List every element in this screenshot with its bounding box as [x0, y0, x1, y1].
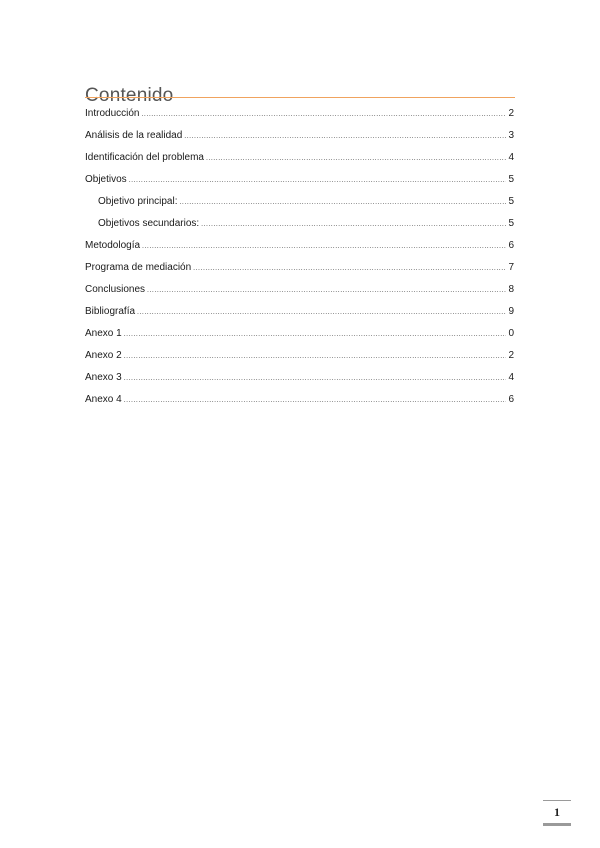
dot-leader: [137, 302, 506, 324]
toc-entry-page: 8: [508, 284, 514, 295]
toc-entry-objetivo-principal[interactable]: [85, 191, 514, 213]
toc-entry-label: Programa de mediación: [85, 262, 192, 273]
toc-entry-label: Metodología: [85, 240, 141, 251]
dot-leader: [184, 126, 506, 148]
toc-entry-page: 2: [508, 108, 514, 119]
toc-entry-label: Bibliografía: [85, 306, 136, 317]
toc-entry-identificacion[interactable]: [85, 147, 514, 169]
toc-entry-page: 5: [508, 218, 514, 229]
toc-entry-page: 0: [508, 328, 514, 339]
toc-entry-page: 6: [508, 394, 514, 405]
toc-entry-objetivos-secundarios[interactable]: [85, 213, 514, 235]
toc-entry-label: Objetivo principal:: [98, 196, 178, 207]
toc-entry-label: Anexo 4: [85, 394, 122, 405]
dot-leader: [147, 280, 506, 302]
toc-entry-label: Anexo 2: [85, 350, 122, 361]
dot-leader: [124, 368, 506, 390]
toc-entry-label: Conclusiones: [85, 284, 146, 295]
toc-entry-page: 4: [508, 152, 514, 163]
dot-leader: [141, 104, 506, 126]
toc-entry-anexo-2[interactable]: [85, 345, 514, 367]
toc-entry-metodologia[interactable]: [85, 235, 514, 257]
toc-entry-page: 7: [508, 262, 514, 273]
dot-leader: [142, 236, 506, 258]
toc-entry-label: Anexo 1: [85, 328, 122, 339]
dot-leader: [124, 390, 506, 412]
dot-leader: [193, 258, 506, 280]
toc-entry-label: Anexo 3: [85, 372, 122, 383]
toc-entry-anexo-4[interactable]: [85, 389, 514, 411]
toc-entry-anexo-3[interactable]: [85, 367, 514, 389]
toc-entry-label: Objetivos secundarios:: [98, 218, 200, 229]
dot-leader: [201, 214, 506, 236]
toc-entry-label: Identificación del problema: [85, 152, 204, 163]
toc-entry-page: 4: [508, 372, 514, 383]
toc-entry-conclusiones[interactable]: [85, 279, 514, 301]
toc-entry-analisis[interactable]: [85, 125, 514, 147]
toc-entry-label: Análisis de la realidad: [85, 130, 183, 141]
toc-entry-programa[interactable]: [85, 257, 514, 279]
dot-leader: [206, 148, 506, 170]
toc-entry-bibliografia[interactable]: [85, 301, 514, 323]
dot-leader: [124, 324, 506, 346]
toc-title: Contenido: [85, 84, 174, 106]
dot-leader: [129, 170, 506, 192]
toc-entry-label: Introducción: [85, 108, 140, 119]
toc-entry-label: Objetivos: [85, 174, 127, 185]
toc-entry-introduccion[interactable]: [85, 103, 514, 125]
toc-entry-page: 6: [508, 240, 514, 251]
toc-entry-page: 5: [508, 196, 514, 207]
toc-entry-page: 5: [508, 174, 514, 185]
toc-list: [85, 103, 514, 411]
toc-entry-page: 9: [508, 306, 514, 317]
toc-entry-page: 2: [508, 350, 514, 361]
dot-leader: [179, 192, 506, 214]
dot-leader: [124, 346, 506, 368]
toc-entry-objetivos[interactable]: [85, 169, 514, 191]
page-number: 1: [543, 800, 571, 826]
toc-entry-page: 3: [508, 130, 514, 141]
toc-entry-anexo-1[interactable]: [85, 323, 514, 345]
title-divider: [85, 97, 515, 98]
